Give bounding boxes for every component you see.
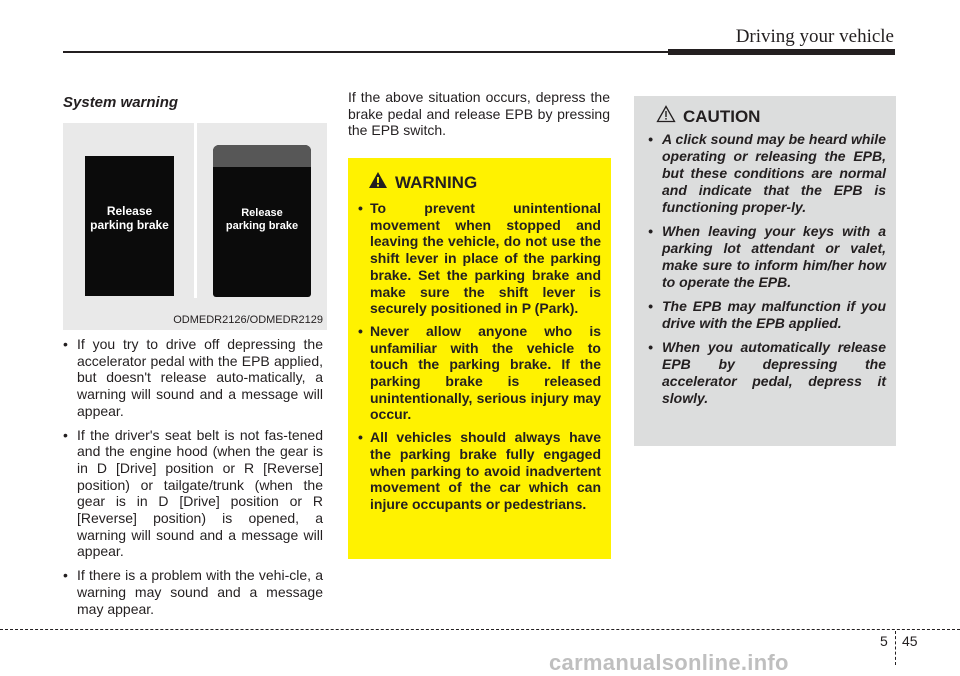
cluster-display-right (213, 145, 311, 297)
warning-list (358, 200, 601, 513)
list-item: • If the driver's seat belt is not fas-tened and the engine hood (when the gear is in D [Drive] position or R [Reverse] position) or tailgate/trunk (when the gear is in D [Drive] position or R [Reverse] position) is opened, a warning will sound and a message will appear. (63, 427, 323, 561)
display-top-band (213, 145, 311, 167)
list-item: • The EPB may malfunction if you drive with the EPB applied. (644, 298, 886, 332)
header-bar (668, 49, 895, 55)
caution-list (644, 131, 886, 407)
display-message-right: Release parking brake (225, 207, 299, 232)
footer-rule (0, 629, 960, 630)
list-item: • All vehicles should always have the parking brake fully engaged when parking to avoid inadvertent movement of the car which can injure occupants or pedestrians. (358, 429, 601, 513)
list-item: • To prevent unintentional movement when stopped and leaving the vehicle, do not use the shift lever in place of the parking brake. Set the parking brake and make sure the shift lever is securely positioned in P (Park). (358, 200, 601, 317)
caution-header (656, 105, 886, 128)
list-item: • A click sound may be heard while operating or releasing the EPB, but these conditions are normal and indicate that the EPB is functioning proper-ly. (644, 131, 886, 216)
caution-triangle-icon (656, 105, 676, 128)
chapter-number: 5 (880, 633, 888, 649)
system-warning-list (63, 336, 323, 624)
warning-triangle-icon (368, 171, 388, 194)
warning-box (348, 158, 611, 559)
list-item: • When you automatically release EPB by depressing the accelerator pedal, depress it slowly. (644, 339, 886, 407)
list-item: • Never allow anyone who is unfamiliar with the vehicle to touch the parking brake. If the parking brake is released unintentionally, serious injury may occur. (358, 323, 601, 423)
list-item: • When leaving your keys with a parking lot attendant or valet, make sure to inform him/her how to operate the EPB. (644, 223, 886, 291)
section-title: System warning (63, 94, 179, 111)
figure-divider (194, 123, 197, 298)
intro-paragraph: If the above situation occurs, depress the brake pedal and release EPB by pressing the EPB switch. (348, 89, 610, 139)
cluster-display-left (85, 156, 174, 296)
list-item: • If there is a problem with the vehi-cle, a warning may sound and a message may appear. (63, 567, 323, 617)
list-item: • If you try to drive off depressing the accelerator pedal with the EPB applied, but doesn't release auto-matically, a warning will sound and a message will appear. (63, 336, 323, 420)
warning-title: WARNING (395, 172, 478, 192)
page-number: 45 (902, 633, 918, 649)
caution-title: CAUTION (683, 106, 761, 126)
warning-message-figure (63, 123, 327, 330)
watermark: carmanualsonline.info (549, 650, 789, 675)
display-message-left: Release parking brake (90, 204, 169, 232)
running-header: Driving your vehicle (735, 26, 894, 47)
warning-header (368, 171, 601, 194)
figure-caption: ODMEDR2126/ODMEDR2129 (173, 314, 323, 326)
page-separator (895, 631, 896, 665)
caution-box (634, 96, 896, 446)
